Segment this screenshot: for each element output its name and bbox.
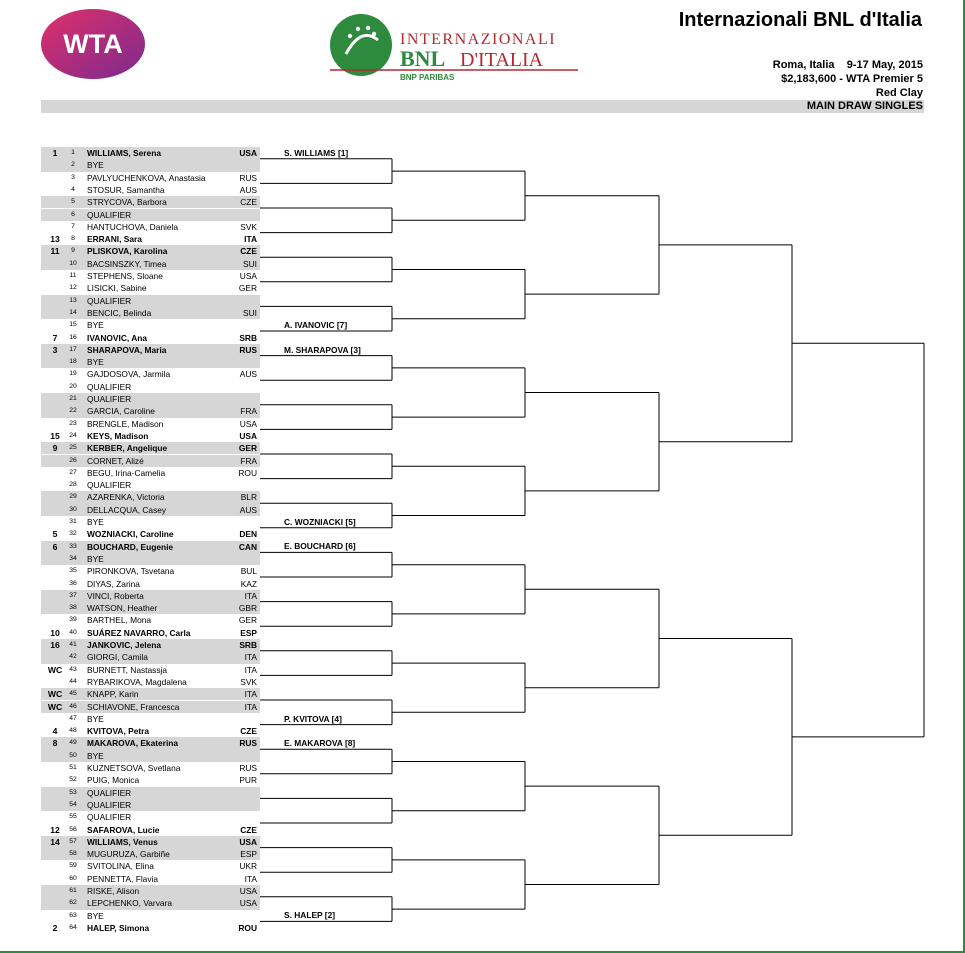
player-nationality: USA [239, 886, 257, 896]
player-name: QUALIFIER [87, 480, 132, 491]
round2-qualified-player: E. BOUCHARD [6] [284, 541, 356, 552]
player-name: KEYS, Madison [87, 430, 149, 441]
tournament-logo-sponsor: BNP PARIBAS [400, 73, 455, 82]
player-name: AZARENKA, Victoria [87, 492, 165, 503]
player-seed: 6 [52, 541, 58, 552]
player-nationality: ITA [244, 664, 257, 675]
player-name: PLISKOVA, Karolina [87, 246, 168, 257]
player-nationality: USA [239, 898, 257, 909]
player-number: 4 [71, 185, 75, 193]
player-name: WATSON, Heather [87, 603, 158, 614]
player-number: 51 [69, 764, 77, 771]
player-number: 33 [69, 542, 77, 550]
player-name: KUZNETSOVA, Svetlana [87, 763, 181, 773]
player-nationality: RUS [239, 763, 257, 773]
player-name: WOZNIACKI, Caroline [87, 529, 174, 540]
player-nationality: SVK [240, 221, 257, 232]
player-number: 10 [69, 259, 77, 267]
player-number: 6 [71, 210, 75, 218]
player-nationality: ITA [244, 234, 257, 245]
round2-qualified-player: C. WOZNIACKI [5] [284, 516, 356, 527]
dates: 9-17 May, 2015 [846, 59, 923, 71]
player-number: 17 [69, 345, 77, 353]
player-number: 13 [69, 296, 77, 304]
player-number: 55 [69, 813, 77, 821]
player-name: QUALIFIER [87, 799, 132, 810]
player-nationality: GER [238, 283, 257, 294]
player-name: QUALIFIER [87, 394, 132, 404]
player-number: 57 [69, 837, 77, 845]
player-name: SUÁREZ NAVARRO, Carla [87, 627, 191, 638]
player-name: GIORGI, Camila [87, 652, 148, 663]
player-number: 15 [69, 321, 77, 329]
player-name: RISKE, Alison [87, 886, 140, 896]
player-name: CORNET, Alizé [87, 455, 144, 466]
player-nationality: ROU [238, 467, 257, 478]
player-seed: 10 [50, 627, 60, 638]
player-name: PAVLYUCHENKOVA, Anastasia [87, 172, 206, 183]
player-nationality: SVK [240, 676, 257, 687]
player-nationality: AUS [239, 369, 257, 380]
player-nationality: USA [239, 430, 257, 441]
player-nationality: CZE [240, 246, 257, 257]
surface: Red Clay [875, 87, 923, 99]
player-number: 47 [69, 714, 77, 722]
player-nationality: ITA [244, 873, 257, 884]
player-name: BURNETT, Nastassja [87, 664, 168, 675]
player-number: 32 [69, 530, 77, 538]
wta-logo-text: WTA [63, 29, 123, 59]
player-number: 11 [69, 272, 77, 279]
player-number: 37 [69, 591, 77, 599]
player-number: 26 [69, 456, 77, 464]
player-number: 45 [69, 690, 77, 698]
player-seed: 4 [52, 726, 58, 737]
player-number: 5 [71, 198, 75, 206]
player-nationality: SRB [239, 640, 257, 650]
player-name: BYE [87, 517, 104, 527]
player-number: 59 [69, 862, 77, 870]
player-number: 9 [71, 247, 75, 255]
player-name: PUIG, Monica [87, 775, 140, 786]
player-nationality: RUS [239, 738, 257, 749]
player-name: QUALIFIER [87, 812, 132, 823]
player-name: PIRONKOVA, Tsvetana [87, 566, 175, 577]
player-name: KERBER, Angelique [87, 443, 168, 454]
player-number: 27 [69, 468, 77, 476]
player-seed: 1 [52, 148, 58, 158]
player-number: 1 [71, 149, 75, 156]
player-nationality: CZE [240, 726, 257, 737]
player-name: WILLIAMS, Serena [87, 148, 161, 158]
player-nationality: CZE [240, 824, 257, 835]
player-number: 38 [69, 604, 77, 612]
player-number: 64 [69, 923, 77, 931]
player-name: STRYCOVA, Barbora [87, 197, 167, 208]
player-seed: 3 [52, 344, 58, 355]
player-name: BYE [87, 713, 104, 724]
player-name: DIYAS, Zarina [87, 578, 140, 589]
player-name: BYE [87, 357, 104, 368]
player-name: BEGU, Irina-Camelia [87, 467, 166, 478]
player-nationality: USA [239, 418, 257, 429]
player-number: 49 [69, 739, 77, 747]
player-name: HALEP, Simona [87, 922, 150, 933]
player-number: 53 [69, 788, 77, 796]
player-nationality: SUI [243, 258, 257, 269]
player-seed: WC [47, 689, 63, 700]
player-number: 39 [69, 616, 77, 624]
player-nationality: ITA [244, 701, 257, 712]
player-seed: 14 [50, 836, 60, 847]
tournament-title: Internazionali BNL d'Italia [678, 9, 922, 31]
player-name: SCHIAVONE, Francesca [87, 701, 180, 712]
player-name: DELLACQUA, Casey [87, 504, 167, 515]
player-name: BYE [87, 160, 104, 171]
player-seed: 7 [52, 332, 58, 343]
player-name: GARCIA, Caroline [87, 406, 155, 417]
player-name: ERRANI, Sara [87, 234, 142, 245]
player-number: 7 [71, 222, 75, 230]
player-nationality: USA [239, 271, 257, 281]
player-number: 21 [69, 395, 77, 402]
player-nationality: FRA [240, 455, 257, 466]
player-nationality: SRB [239, 332, 257, 343]
player-name: MAKAROVA, Ekaterina [87, 738, 179, 749]
player-nationality: AUS [239, 504, 257, 515]
player-name: BYE [87, 910, 104, 921]
player-nationality: CZE [240, 197, 257, 208]
player-name: QUALIFIER [87, 209, 132, 220]
player-name: GAJDOSOVA, Jarmila [87, 369, 171, 380]
player-number: 35 [69, 567, 77, 575]
player-nationality: ITA [244, 590, 257, 601]
player-number: 28 [69, 481, 77, 489]
player-name: QUALIFIER [87, 381, 132, 392]
player-number: 12 [69, 284, 77, 292]
player-number: 56 [69, 825, 77, 833]
player-number: 3 [71, 173, 75, 181]
player-number: 8 [71, 235, 75, 243]
player-name: JANKOVIC, Jelena [87, 640, 162, 650]
player-number: 25 [69, 444, 77, 452]
player-seed: 12 [50, 824, 60, 835]
player-nationality: GER [238, 443, 257, 454]
player-nationality: USA [239, 148, 257, 158]
player-name: BYE [87, 553, 104, 564]
player-seed: 9 [52, 443, 58, 454]
player-nationality: FRA [240, 406, 257, 417]
player-name: MUGURUZA, Garbiñe [87, 849, 170, 860]
player-nationality: BUL [240, 566, 257, 577]
player-nationality: CAN [238, 541, 257, 552]
player-name: HANTUCHOVA, Daniela [87, 221, 179, 232]
player-number: 40 [69, 628, 77, 636]
player-name: BARTHEL, Mona [87, 615, 152, 626]
player-nationality: ESP [240, 627, 257, 638]
player-name: VINCI, Roberta [87, 590, 144, 601]
player-number: 31 [69, 518, 77, 525]
tournament-logo-bnl: BNL [400, 46, 446, 71]
player-number: 63 [69, 911, 77, 919]
player-name: BENCIC, Belinda [87, 307, 152, 318]
player-seed: 16 [50, 640, 60, 650]
player-number: 41 [69, 641, 77, 648]
player-nationality: PUR [239, 775, 257, 786]
player-number: 2 [71, 161, 75, 169]
player-name: RYBARIKOVA, Magdalena [87, 676, 187, 687]
player-name: PENNETTA, Flavia [87, 873, 159, 884]
player-name: QUALIFIER [87, 295, 132, 306]
player-seed: 11 [50, 246, 60, 257]
player-number: 34 [69, 554, 77, 562]
player-nationality: BLR [240, 492, 257, 503]
player-seed: 15 [50, 430, 60, 441]
player-number: 22 [69, 407, 77, 415]
player-seed: 8 [52, 738, 58, 749]
player-name: LISICKI, Sabine [87, 283, 147, 294]
round2-qualified-player: S. WILLIAMS [1] [284, 147, 349, 158]
tournament-logo-line1: INTERNAZIONALI [400, 31, 557, 48]
player-number: 43 [69, 665, 77, 673]
player-name: BOUCHARD, Eugenie [87, 541, 174, 552]
player-name: SAFAROVA, Lucie [87, 824, 160, 835]
player-number: 44 [69, 677, 77, 685]
player-nationality: SUI [243, 307, 257, 318]
player-number: 36 [69, 579, 77, 587]
round2-qualified-player: M. SHARAPOVA [3] [284, 344, 361, 355]
player-name: STEPHENS, Sloane [87, 271, 163, 281]
player-number: 29 [69, 493, 77, 501]
round2-qualified-player: A. IVANOVIC [7] [284, 320, 348, 330]
player-number: 60 [69, 874, 77, 882]
player-number: 50 [69, 751, 77, 759]
player-number: 58 [69, 850, 77, 858]
player-name: KNAPP, Karin [87, 689, 139, 700]
player-name: BYE [87, 750, 104, 761]
player-name: BACSINSZKY, Timea [87, 258, 167, 269]
player-number: 14 [69, 308, 77, 316]
player-nationality: RUS [239, 344, 257, 355]
player-nationality: GBR [238, 603, 257, 614]
player-nationality: KAZ [240, 578, 257, 589]
player-number: 52 [69, 776, 77, 784]
player-number: 62 [69, 899, 77, 907]
player-name: STOSUR, Samantha [87, 184, 165, 195]
player-number: 20 [69, 382, 77, 390]
player-nationality: USA [239, 836, 257, 847]
player-name: BRENGLE, Madison [87, 418, 164, 429]
player-name: WILLIAMS, Venus [87, 836, 158, 847]
round2-qualified-player: P. KVITOVA [4] [284, 713, 342, 724]
prize-money: $2,183,600 - WTA Premier 5 [781, 73, 923, 85]
player-number: 19 [69, 370, 77, 378]
round2-qualified-player: E. MAKAROVA [8] [284, 738, 356, 749]
player-nationality: ESP [240, 849, 257, 860]
player-name: SHARAPOVA, Maria [87, 344, 167, 355]
player-number: 54 [69, 800, 77, 808]
player-name: IVANOVIC, Ana [87, 332, 148, 343]
player-seed: WC [47, 664, 63, 675]
player-number: 61 [69, 887, 77, 894]
player-name: KVITOVA, Petra [87, 726, 150, 737]
player-nationality: ROU [238, 922, 257, 933]
player-name: LEPCHENKO, Varvara [87, 898, 173, 909]
player-nationality: GER [238, 615, 257, 626]
tournament-logo-ditalia: D'ITALIA [460, 49, 544, 71]
player-number: 30 [69, 505, 77, 513]
player-name: SVITOLINA, Elina [87, 861, 154, 872]
player-seed: 5 [52, 529, 58, 540]
player-nationality: ITA [244, 652, 257, 663]
player-seed: 2 [52, 922, 58, 933]
player-name: BYE [87, 320, 104, 331]
player-number: 42 [69, 653, 77, 661]
player-number: 24 [69, 431, 77, 439]
player-nationality: AUS [239, 184, 257, 195]
round2-qualified-player: S. HALEP [2] [284, 910, 336, 921]
location: Roma, Italia [772, 59, 835, 71]
player-number: 46 [69, 702, 77, 710]
draw-name: MAIN DRAW SINGLES [806, 100, 923, 112]
player-nationality: ITA [244, 689, 257, 700]
player-seed: WC [47, 701, 63, 712]
player-seed: 13 [50, 234, 60, 245]
player-nationality: RUS [239, 172, 257, 183]
player-name: QUALIFIER [87, 787, 132, 798]
player-nationality: UKR [239, 861, 257, 872]
player-number: 48 [69, 727, 77, 735]
player-number: 18 [69, 358, 77, 366]
player-nationality: DEN [239, 529, 257, 540]
player-number: 16 [69, 333, 77, 341]
player-number: 23 [69, 419, 77, 427]
